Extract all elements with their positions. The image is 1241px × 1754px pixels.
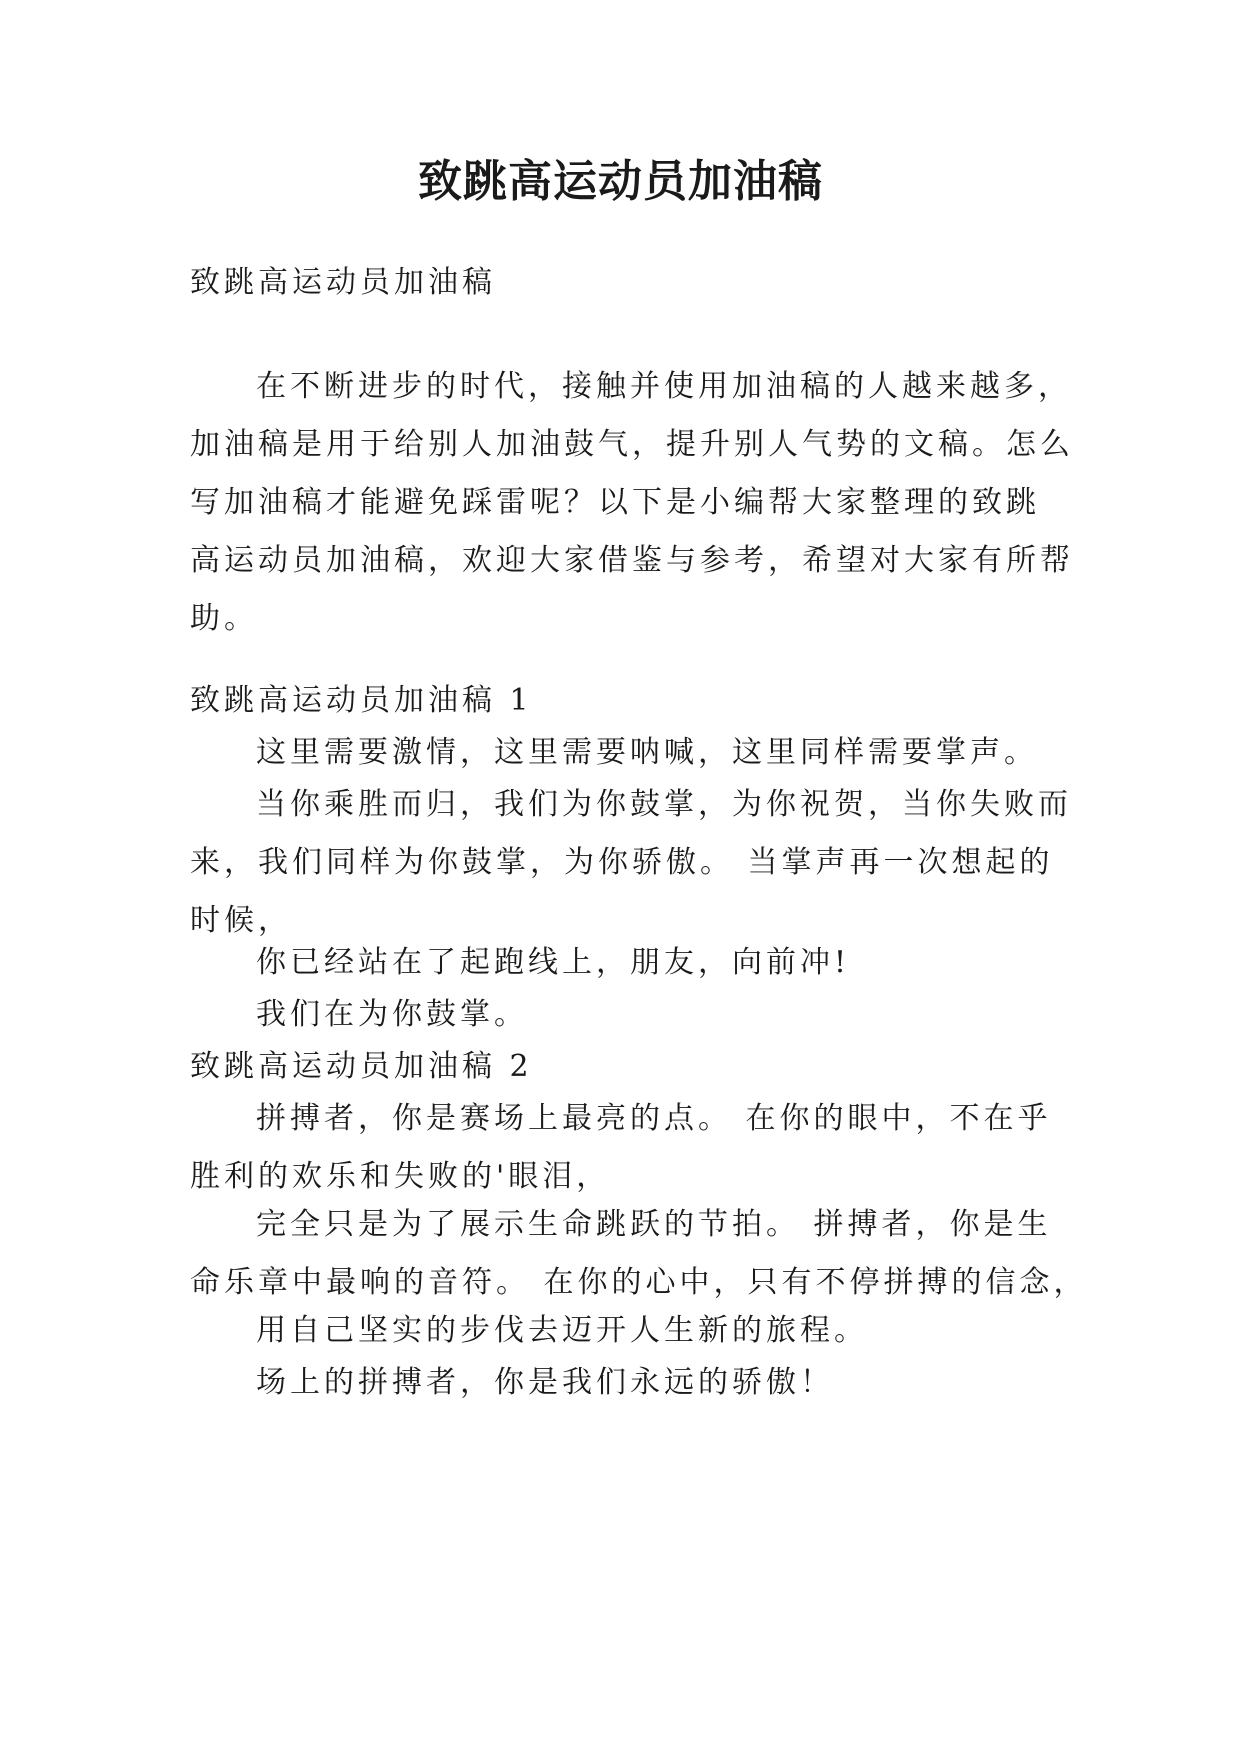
intro-line: 加油稿是用于给别人加油鼓气，提升别人气势的文稿。怎么 — [190, 427, 1074, 462]
section2-heading: 致跳高运动员加油稿 2 — [190, 1049, 533, 1084]
section1-paragraph-4: 我们在为你鼓掌。 — [256, 997, 528, 1032]
section2-paragraph-4: 场上的拼搏者，你是我们永远的骄傲！ — [256, 1365, 834, 1400]
paragraph-line: 胜利的欢乐和失败的'眼泪， — [190, 1159, 611, 1194]
section2-paragraph-2 — [190, 1196, 1088, 1312]
intro-paragraph — [190, 358, 1080, 648]
paragraph-line: 完全只是为了展示生命跳跃的节拍。 拼搏者，你是生 — [256, 1207, 1052, 1242]
paragraph-line: 时候， — [190, 903, 292, 938]
section1-paragraph-3: 你已经站在了起跑线上，朋友，向前冲! — [256, 945, 851, 980]
paragraph-line: 命乐章中最响的音符。 在你的心中，只有不停拼搏的信念， — [190, 1265, 1088, 1300]
intro-line: 助。 — [190, 601, 258, 636]
paragraph-line: 拼搏者，你是赛场上最亮的点。 在你的眼中，不在乎 — [256, 1101, 1052, 1136]
intro-line: 在不断进步的时代，接触并使用加油稿的人越来越多， — [256, 369, 1072, 404]
section1-paragraph-1: 这里需要激情，这里需要呐喊，这里同样需要掌声。 — [256, 735, 1038, 770]
section1-heading: 致跳高运动员加油稿 1 — [190, 683, 533, 718]
document-title: 致跳高运动员加油稿 — [418, 156, 823, 207]
document-subtitle: 致跳高运动员加油稿 — [190, 265, 496, 300]
paragraph-line: 当你乘胜而归，我们为你鼓掌，为你祝贺，当你失败而 — [256, 787, 1072, 822]
intro-line: 高运动员加油稿，欢迎大家借鉴与参考，希望对大家有所帮 — [190, 543, 1074, 578]
intro-line: 写加油稿才能避免踩雷呢？以下是小编帮大家整理的致跳 — [190, 485, 1040, 520]
section2-paragraph-3: 用自己坚实的步伐去迈开人生新的旅程。 — [256, 1313, 868, 1348]
paragraph-line: 来，我们同样为你鼓掌，为你骄傲。 当掌声再一次想起的 — [190, 845, 1054, 880]
section2-paragraph-1 — [190, 1090, 1080, 1206]
section1-paragraph-2 — [190, 776, 1080, 950]
